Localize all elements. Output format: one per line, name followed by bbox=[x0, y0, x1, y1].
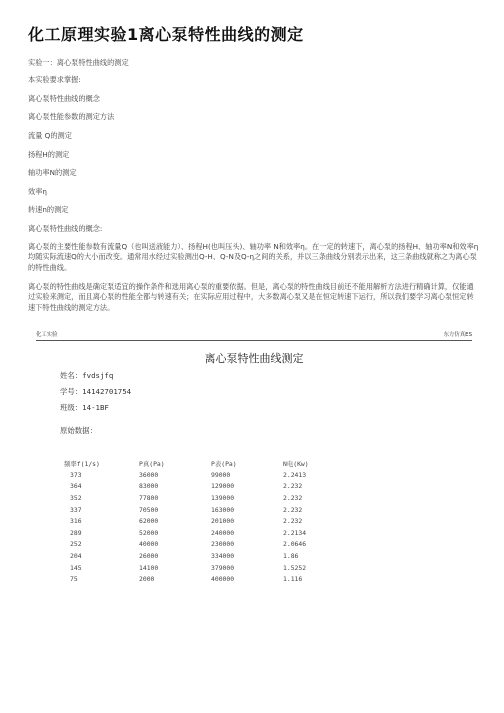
raw-data-label: 原始数据： bbox=[60, 426, 97, 435]
table-cell: 14100 bbox=[139, 563, 159, 572]
table-cell: 400000 bbox=[211, 575, 235, 584]
report-title: 离心泵特性曲线测定 bbox=[204, 352, 304, 365]
table-row bbox=[64, 481, 343, 493]
table-cell: 289 bbox=[70, 528, 82, 537]
raw-data-table bbox=[64, 457, 343, 585]
requirement-item: 离心泵性能参数的测定方法 bbox=[28, 112, 115, 121]
table-cell: 334000 bbox=[211, 551, 235, 560]
table-cell: 2.232 bbox=[283, 517, 303, 526]
experiment-line: 实验一：离心泵特性曲线的测定 bbox=[28, 58, 129, 67]
requirement-item: 效率η bbox=[28, 187, 47, 196]
column-header: P真(Pa) bbox=[139, 459, 165, 468]
table-cell: 77800 bbox=[139, 493, 159, 502]
table-cell: 230000 bbox=[211, 540, 235, 549]
table-cell: 1.86 bbox=[283, 551, 299, 560]
requirement-item: 离心泵特性曲线的概念 bbox=[28, 94, 100, 103]
table-row bbox=[64, 492, 343, 504]
requirement-item: 轴功率N的测定 bbox=[28, 168, 77, 177]
table-cell: 201000 bbox=[211, 517, 235, 526]
table-cell: 26000 bbox=[139, 551, 159, 560]
student-name: 姓名：fvdsjfq bbox=[60, 371, 114, 380]
table-cell: 1.5252 bbox=[283, 563, 307, 572]
requirement-item: 离心泵特性曲线的概念: bbox=[28, 224, 103, 233]
paragraph-characteristics: 离心泵的主要性能参数有流量Q（也叫送液能力）、扬程H(也叫压头)、轴功率 N和效率η。在一定的转速下，离心泵的扬程H、轴功率N和效率η均随实际流速Q的大小而改变。通常用水经过实验测出Q-H、Q-N及Q-η之间的关系，并以三条曲线分别表示出来，这三条曲线就称之为离心泵的特性曲线。 bbox=[28, 242, 479, 272]
table-row bbox=[64, 539, 343, 551]
requirement-item: 转速n的测定 bbox=[28, 205, 69, 214]
table-row bbox=[64, 527, 343, 539]
table-row bbox=[64, 515, 343, 527]
table-cell: 70500 bbox=[139, 505, 159, 514]
requirement-item: 扬程H的测定 bbox=[28, 150, 70, 159]
table-cell: 337 bbox=[70, 505, 82, 514]
table-cell: 2.232 bbox=[283, 505, 303, 514]
table-cell: 352 bbox=[70, 493, 82, 502]
table-cell: 75 bbox=[70, 575, 78, 584]
table-cell: 129000 bbox=[211, 482, 235, 491]
table-cell: 2.232 bbox=[283, 482, 303, 491]
table-cell: 373 bbox=[70, 470, 82, 479]
table-cell: 36000 bbox=[139, 470, 159, 479]
table-cell: 40000 bbox=[139, 540, 159, 549]
table-cell: 240000 bbox=[211, 528, 235, 537]
table-cell: 2.2134 bbox=[283, 528, 307, 537]
table-row bbox=[64, 573, 343, 585]
table-row bbox=[64, 562, 343, 574]
table-header-row bbox=[64, 457, 343, 469]
report-header-left: 化工实验 bbox=[36, 332, 58, 338]
table-cell: 2.232 bbox=[283, 493, 303, 502]
table-cell: 316 bbox=[70, 517, 82, 526]
requirement-item: 流量 Q的测定 bbox=[28, 131, 72, 140]
table-cell: 2.0646 bbox=[283, 540, 307, 549]
table-cell: 364 bbox=[70, 482, 82, 491]
table-cell: 83000 bbox=[139, 482, 159, 491]
table-cell: 2.2413 bbox=[283, 470, 307, 479]
table-cell: 379000 bbox=[211, 563, 235, 572]
table-cell: 163000 bbox=[211, 505, 235, 514]
table-cell: 2000 bbox=[139, 575, 155, 584]
page-title: 化工原理实验1离心泵特性曲线的测定 bbox=[28, 25, 304, 44]
embedded-report-image bbox=[36, 330, 472, 600]
student-id: 学号：14142701754 bbox=[60, 387, 132, 396]
table-row bbox=[64, 469, 343, 481]
column-header: 频率f(1/s) bbox=[64, 459, 100, 468]
table-cell: 99000 bbox=[211, 470, 231, 479]
student-class: 班级：14-1BF bbox=[60, 403, 109, 412]
column-header: P表(Pa) bbox=[211, 459, 237, 468]
table-row bbox=[64, 550, 343, 562]
requirements-heading: 本实验要求掌握: bbox=[28, 75, 81, 84]
table-cell: 139000 bbox=[211, 493, 235, 502]
header-divider bbox=[36, 340, 472, 341]
table-cell: 145 bbox=[70, 563, 82, 572]
table-cell: 204 bbox=[70, 551, 82, 560]
column-header: N电(Kw) bbox=[283, 459, 309, 468]
table-cell: 252 bbox=[70, 540, 82, 549]
table-cell: 52000 bbox=[139, 528, 159, 537]
paragraph-importance: 离心泵的特性曲线是确定泵适宜的操作条件和选用离心泵的重要依据。但是，离心泵的特性曲线目前还不能用解析方法进行精确计算，仅能通过实验来测定，而且离心泵的性能全都与转速有关；在实际应用过程中，大多数离心泵又是在恒定转速下运行，所以我们要学习离心泵恒定转速下特性曲线的测定方法。 bbox=[28, 282, 474, 312]
table-cell: 1.116 bbox=[283, 575, 303, 584]
table-cell: 62000 bbox=[139, 517, 159, 526]
table-row bbox=[64, 504, 343, 516]
report-header-right: 东方仿真ES bbox=[443, 332, 472, 338]
